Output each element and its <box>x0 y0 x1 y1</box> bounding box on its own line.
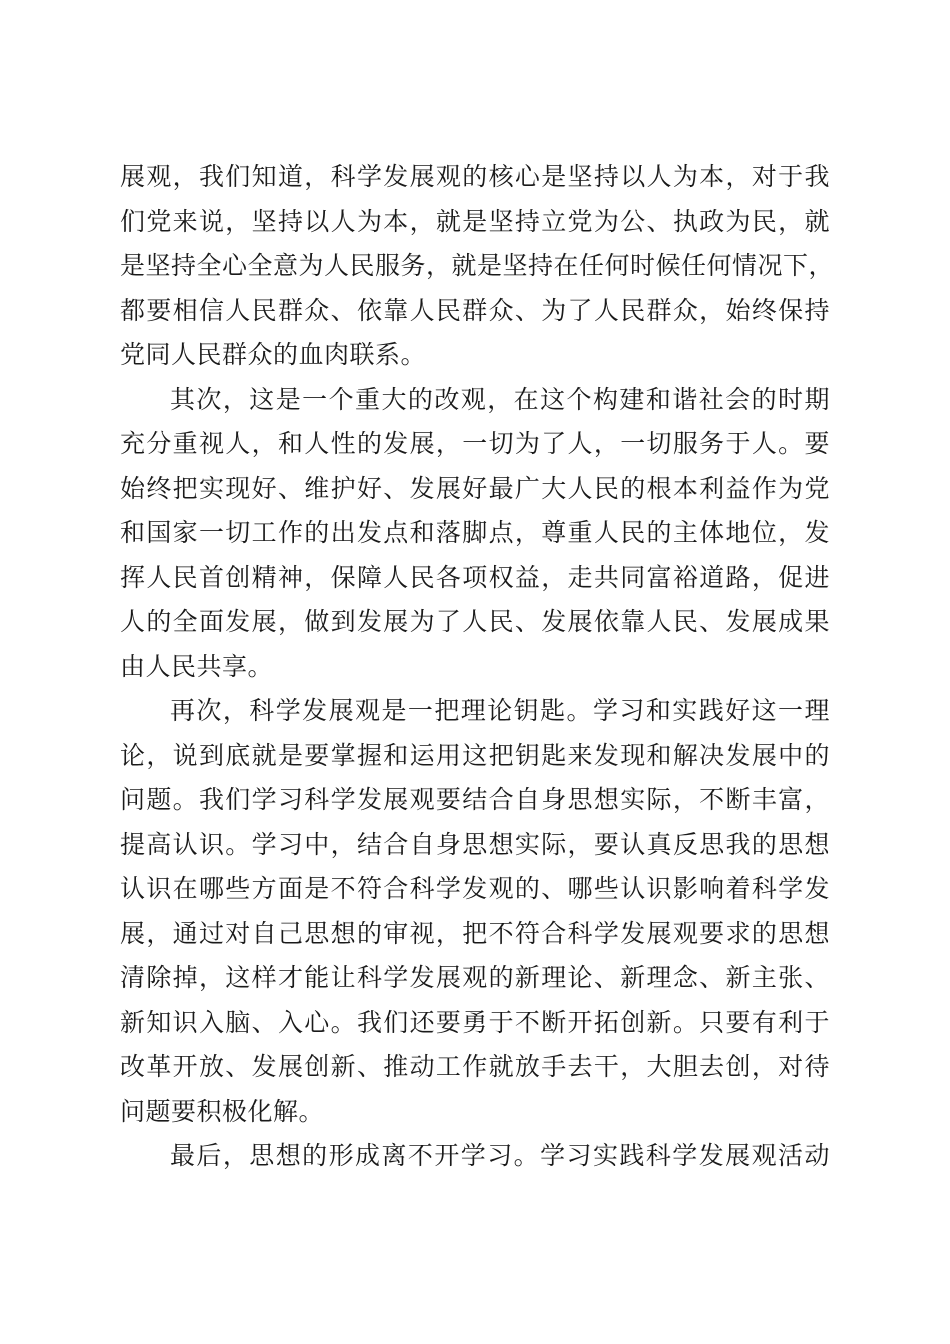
text-line: 再次，科学发展观是一把理论钥匙。学习和实践好这一理 <box>170 696 830 725</box>
text-line: 改革开放、发展创新、推动工作就放手去干，大胆去创，对待 <box>120 1052 830 1081</box>
text-line: 充分重视人，和人性的发展，一切为了人，一切服务于人。要 <box>120 429 830 458</box>
text-line: 党同人民群众的血肉联系。 <box>120 340 427 369</box>
text-line: 问题要积极化解。 <box>120 1096 325 1126</box>
text-line: 始终把实现好、维护好、发展好最广大人民的根本利益作为党 <box>120 473 830 503</box>
text-line: 认识在哪些方面是不符合科学发观的、哪些认识影响着科学发 <box>120 874 830 903</box>
text-line: 清除掉，这样才能让科学发展观的新理论、新理念、新主张、 <box>120 963 830 992</box>
text-line: 问题。我们学习科学发展观要结合自身思想实际，不断丰富， <box>120 785 830 814</box>
text-line: 人的全面发展，做到发展为了人民、发展依靠人民、发展成果 <box>120 607 830 636</box>
body-text <box>120 155 835 1179</box>
text-line: 展，通过对自己思想的审视，把不符合科学发展观要求的思想 <box>120 918 830 948</box>
text-line: 论，说到底就是要掌握和运用这把钥匙来发现和解决发展中的 <box>120 740 830 770</box>
text-line: 其次，这是一个重大的改观，在这个构建和谐社会的时期 <box>170 384 830 414</box>
text-line: 最后，思想的形成离不开学习。学习实践科学发展观活动 <box>170 1141 830 1170</box>
text-line: 提高认识。学习中，结合自身思想实际，要认真反思我的思想 <box>120 829 830 859</box>
text-line: 新知识入脑、入心。我们还要勇于不断开拓创新。只要有利于 <box>120 1007 830 1037</box>
text-line: 由人民共享。 <box>120 651 274 681</box>
text-line: 挥人民首创精神，保障人民各项权益，走共同富裕道路，促进 <box>120 562 830 592</box>
text-line: 们党来说，坚持以人为本，就是坚持立党为公、执政为民，就 <box>120 206 830 236</box>
text-line: 是坚持全心全意为人民服务，就是坚持在任何时候任何情况下， <box>120 251 835 280</box>
text-line: 和国家一切工作的出发点和落脚点，尊重人民的主体地位，发 <box>120 518 830 547</box>
text-line: 都要相信人民群众、依靠人民群众、为了人民群众，始终保持 <box>120 295 830 325</box>
text-line: 展观，我们知道，科学发展观的核心是坚持以人为本，对于我 <box>120 162 830 191</box>
